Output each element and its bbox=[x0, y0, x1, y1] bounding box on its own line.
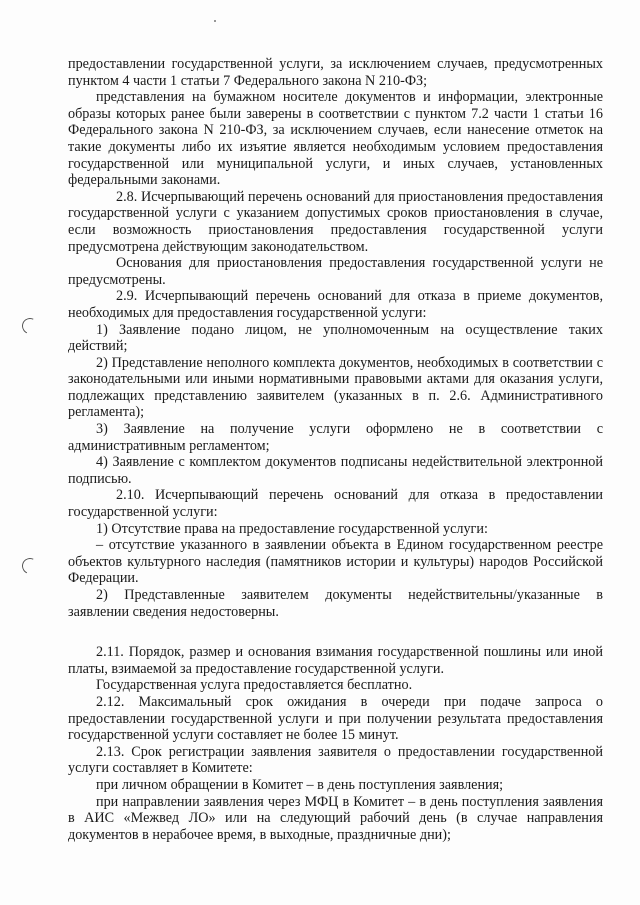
list-item: 1) Отсутствие права на предоставление государственной услуги: bbox=[96, 520, 488, 537]
paragraph: предоставлении государственной услуги, за исключением случаев, предусмотренных пунктом 4 части 1 статьи 7 Федерального закона N 210-ФЗ; bbox=[68, 56, 603, 89]
list-item: 4) Заявление с комплектом документов подписаны недействительной электронной подписью. bbox=[68, 454, 603, 487]
section-2-10: 2.10. Исчерпывающий перечень оснований для отказа в предоставлении государственной услуги: bbox=[68, 487, 603, 521]
list-item: 2) Представленные заявителем документы недействительны/указанные в заявлении сведения недостоверны. bbox=[68, 587, 603, 620]
list-item: при направлении заявления через МФЦ в Комитет – в день поступления заявления в АИС «Межвед ЛО» или на следующий рабочий день (в случае направления документов в нерабочее время, в выходные, праздничные дни); bbox=[68, 793, 603, 843]
list-item: 1) Заявление подано лицом, не уполномоченным на осуществление таких действий; bbox=[68, 321, 603, 355]
section-2-12: 2.12. Максимальный срок ожидания в очереди при подаче запроса о предоставлении государственной услуги и при получении результата предоставления государственной услуги составляет не более 15 минут. bbox=[68, 693, 603, 744]
list-item: – отсутствие указанного в заявлении объекта в Едином государственном реестре объектов культурного наследия (памятников истории и культуры) народов Российской Федерации. bbox=[68, 537, 603, 587]
section-2-9: 2.9. Исчерпывающий перечень оснований для отказа в приеме документов, необходимых для предоставления государственной услуги: bbox=[68, 288, 603, 321]
list-item: при личном обращении в Комитет – в день поступления заявления; bbox=[96, 776, 504, 793]
hole-punch-mark bbox=[20, 556, 41, 577]
section-2-11: 2.11. Порядок, размер и основания взимания государственной пошлины или иной платы, взимаемой за предоставление государственной услуги. bbox=[68, 644, 603, 677]
section-2-13: 2.13. Срок регистрации заявления заявителя о предоставлении государственной услуги составляет в Комитете: bbox=[68, 743, 603, 777]
paragraph: представления на бумажном носителе документов и информации, электронные образы которых ранее были заверены в соответствии с пунктом 7.2 части 1 статьи 16 Федерального закона N 210-ФЗ, за исключением случаев, если нанесение отметок на такие документы либо их изъятие является необходимым условием предоставления государственной или муниципальной услуги, и иных случаев, установленных федеральными законами. bbox=[68, 89, 603, 189]
paragraph: Основания для приостановления предоставления государственной услуги не предусмотрены. bbox=[68, 255, 603, 288]
list-item: 2) Представление неполного комплекта документов, необходимых в соответствии с законодательными или иными нормативными правовыми актами для оказания услуги, подлежащих представлению заявителем (указанных в п. 2.6. Административного регламента); bbox=[68, 354, 603, 421]
list-item: 3) Заявление на получение услуги оформлено не в соответствии с административным регламентом; bbox=[68, 421, 603, 454]
spacer bbox=[68, 620, 603, 644]
document-body bbox=[68, 56, 603, 843]
scan-speck bbox=[214, 20, 216, 22]
hole-punch-mark bbox=[20, 316, 41, 337]
section-2-8: 2.8. Исчерпывающий перечень оснований для приостановления предоставления государственной услуги с указанием допустимых сроков приостановления в случае, если возможность приостановления предоставления государственной услуги предусмотрена действующим законодательством. bbox=[68, 188, 603, 255]
paragraph: Государственная услуга предоставляется бесплатно. bbox=[96, 677, 413, 694]
